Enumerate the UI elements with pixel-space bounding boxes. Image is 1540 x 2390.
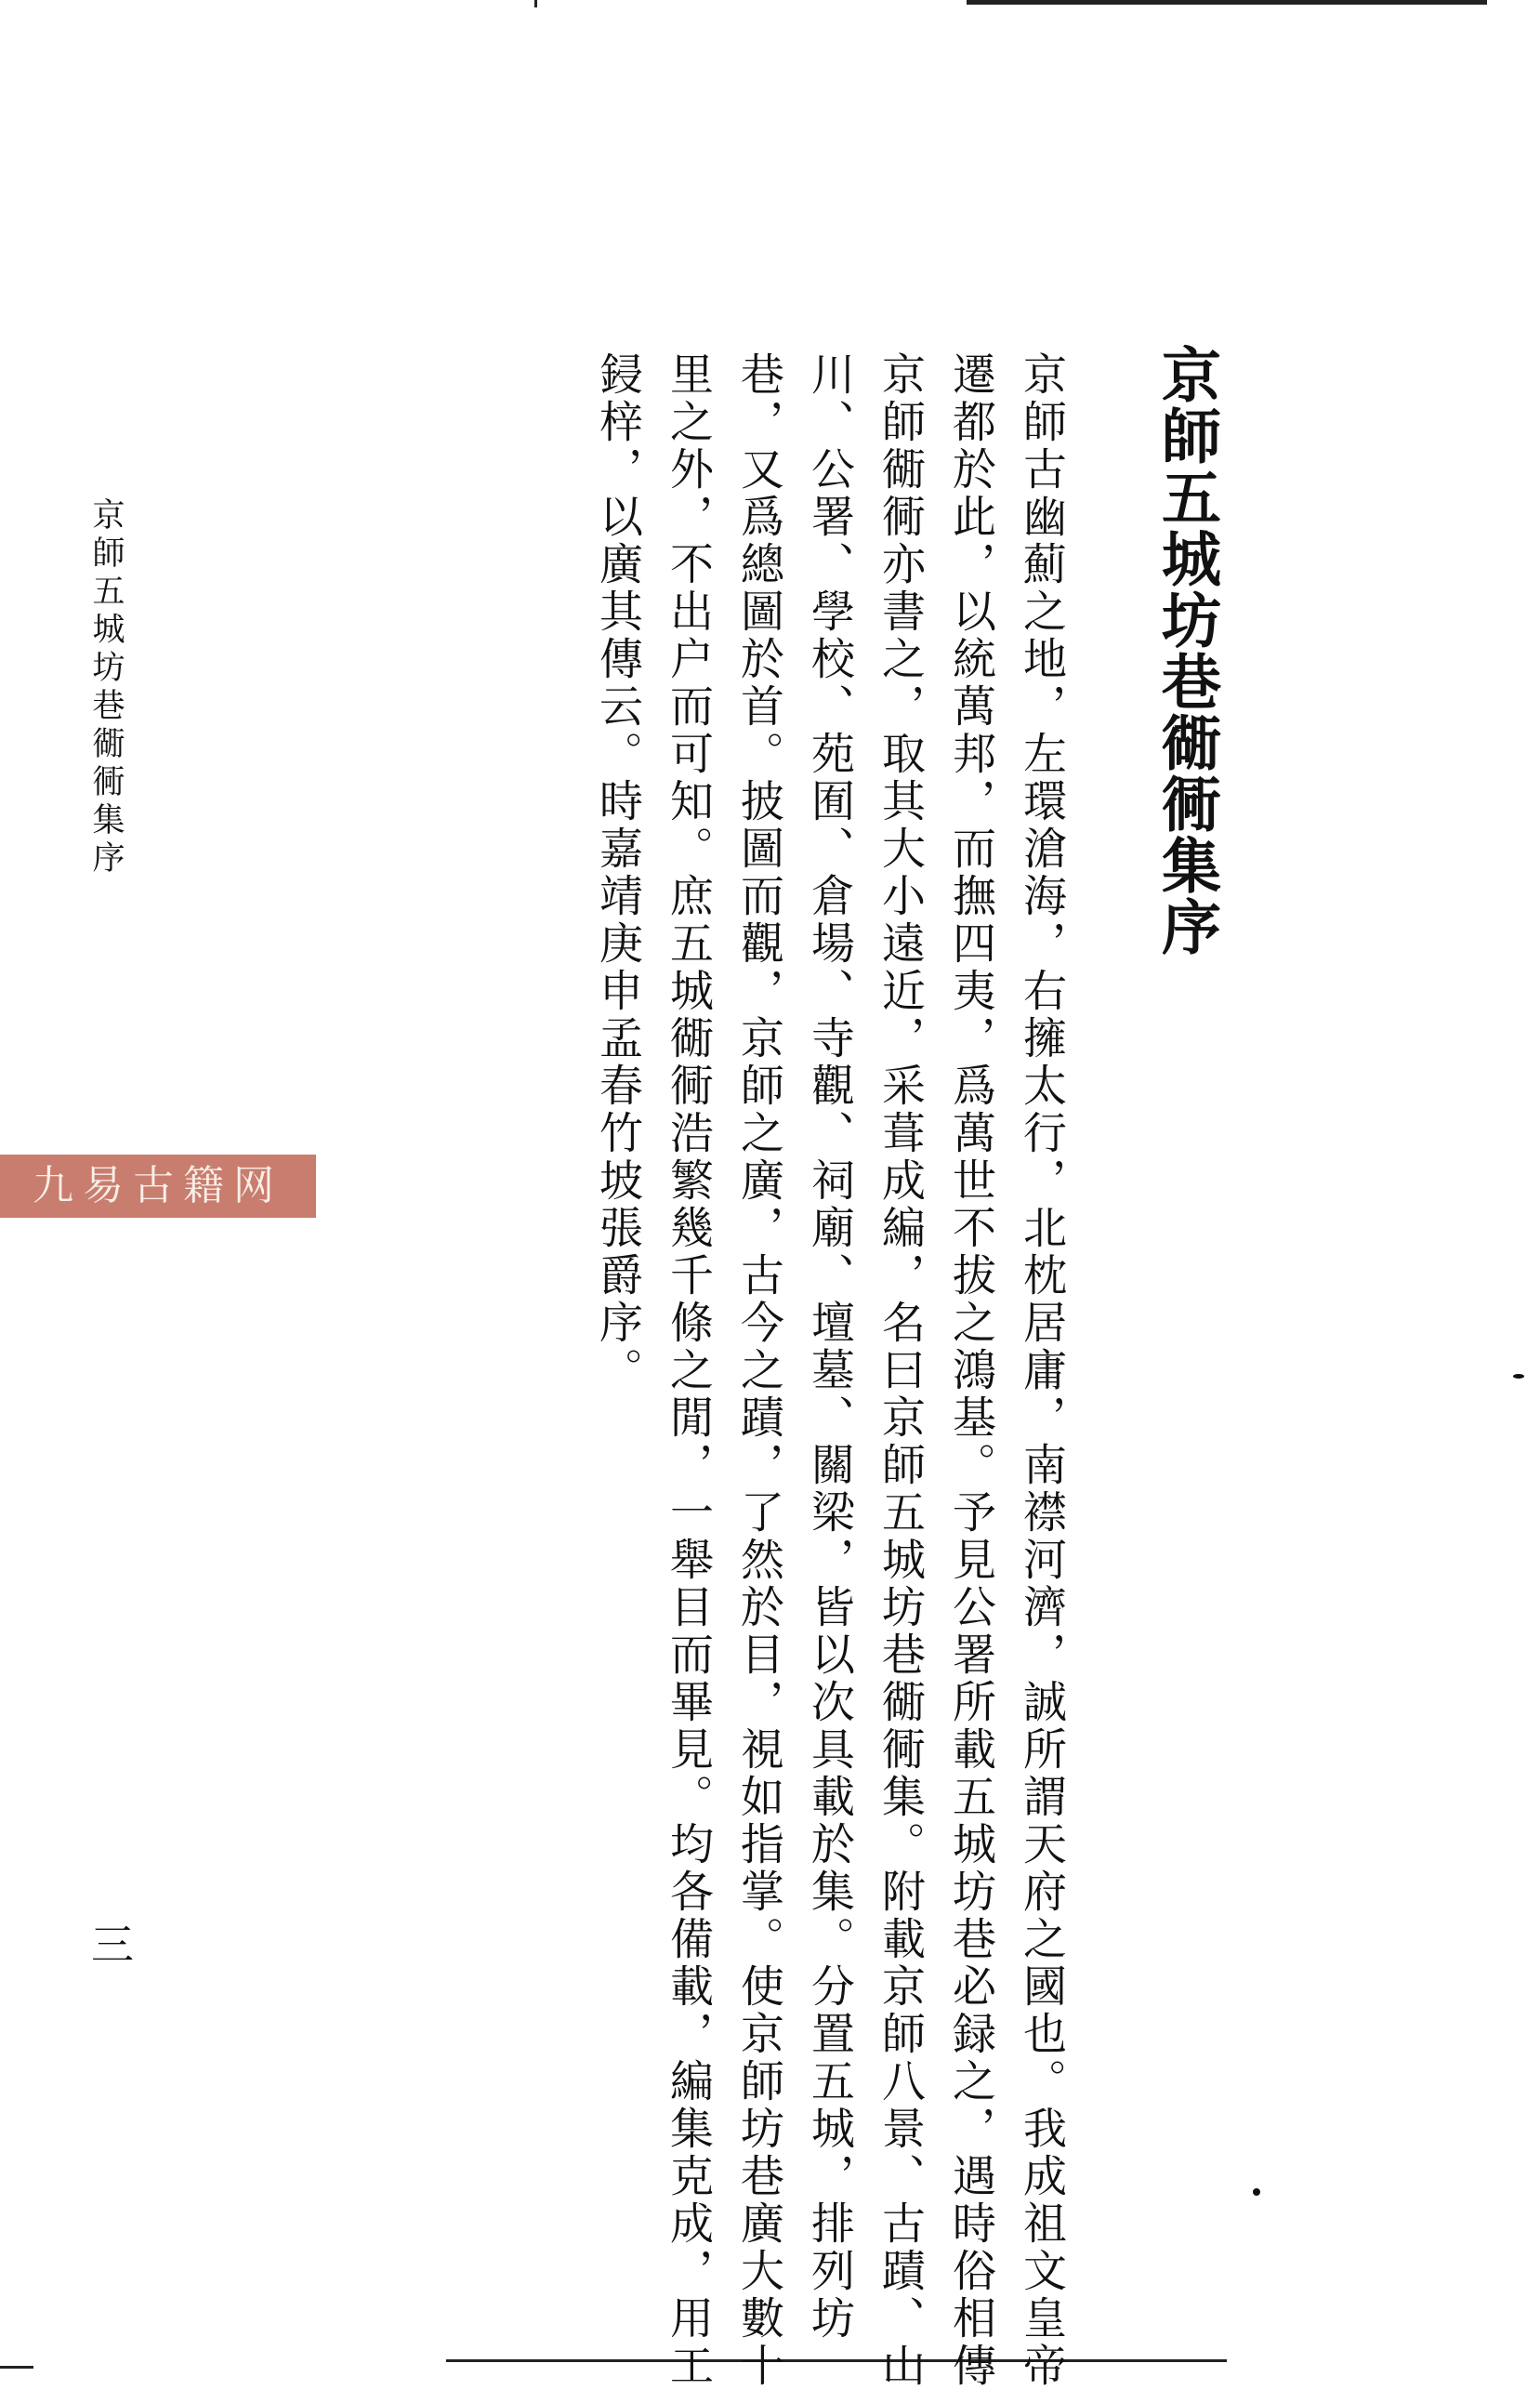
body-column-2: 遷都於此，以統萬邦，而撫四夷，爲萬世不拔之鴻基。予見公署所載五城坊巷必録之，遇時俗相傳	[945, 351, 996, 2390]
page-number: 三	[91, 1920, 134, 1970]
body-column-5: 巷，又爲總圖於首。披圖而觀，京師之廣，古今之蹟，了然於目，視如指掌。使京師坊巷廣大數十	[733, 351, 784, 2390]
speck	[1253, 2188, 1260, 2196]
speck	[1513, 1374, 1524, 1379]
document-title: 京師五城坊巷衚衕集序	[1152, 344, 1221, 957]
top-scan-edge-line	[967, 0, 1487, 5]
body-column-7: 鋟梓，以廣其傳云。時嘉靖庚申孟春竹坡張爵序。	[592, 351, 643, 1394]
bottom-left-scan-mark	[0, 2366, 33, 2369]
body-column-6: 里之外，不出户而可知。庶五城衚衕浩繁幾千條之閒，一舉目而畢見。均各備載，編集克成，用工	[663, 351, 714, 2390]
watermark-banner: 九易古籍网	[0, 1155, 316, 1218]
body-column-1: 京師古幽薊之地，左環滄海，右擁太行，北枕居庸，南襟河濟，誠所謂天府之國也。我成祖文皇帝	[1016, 351, 1067, 2390]
body-column-4: 川、公署、學校、苑囿、倉場、寺觀、祠廟、壇墓、關梁，皆以次具載於集。分置五城，排列坊	[804, 351, 855, 2343]
body-column-3: 京師衚衕亦書之，取其大小遠近，采葺成編，名曰京師五城坊巷衚衕集。附載京師八景、古蹟、山	[875, 351, 926, 2390]
top-left-scan-mark	[534, 0, 537, 7]
bottom-scan-edge-line	[446, 2359, 1227, 2362]
running-title: 京師五城坊巷衚衕集序	[87, 497, 125, 878]
